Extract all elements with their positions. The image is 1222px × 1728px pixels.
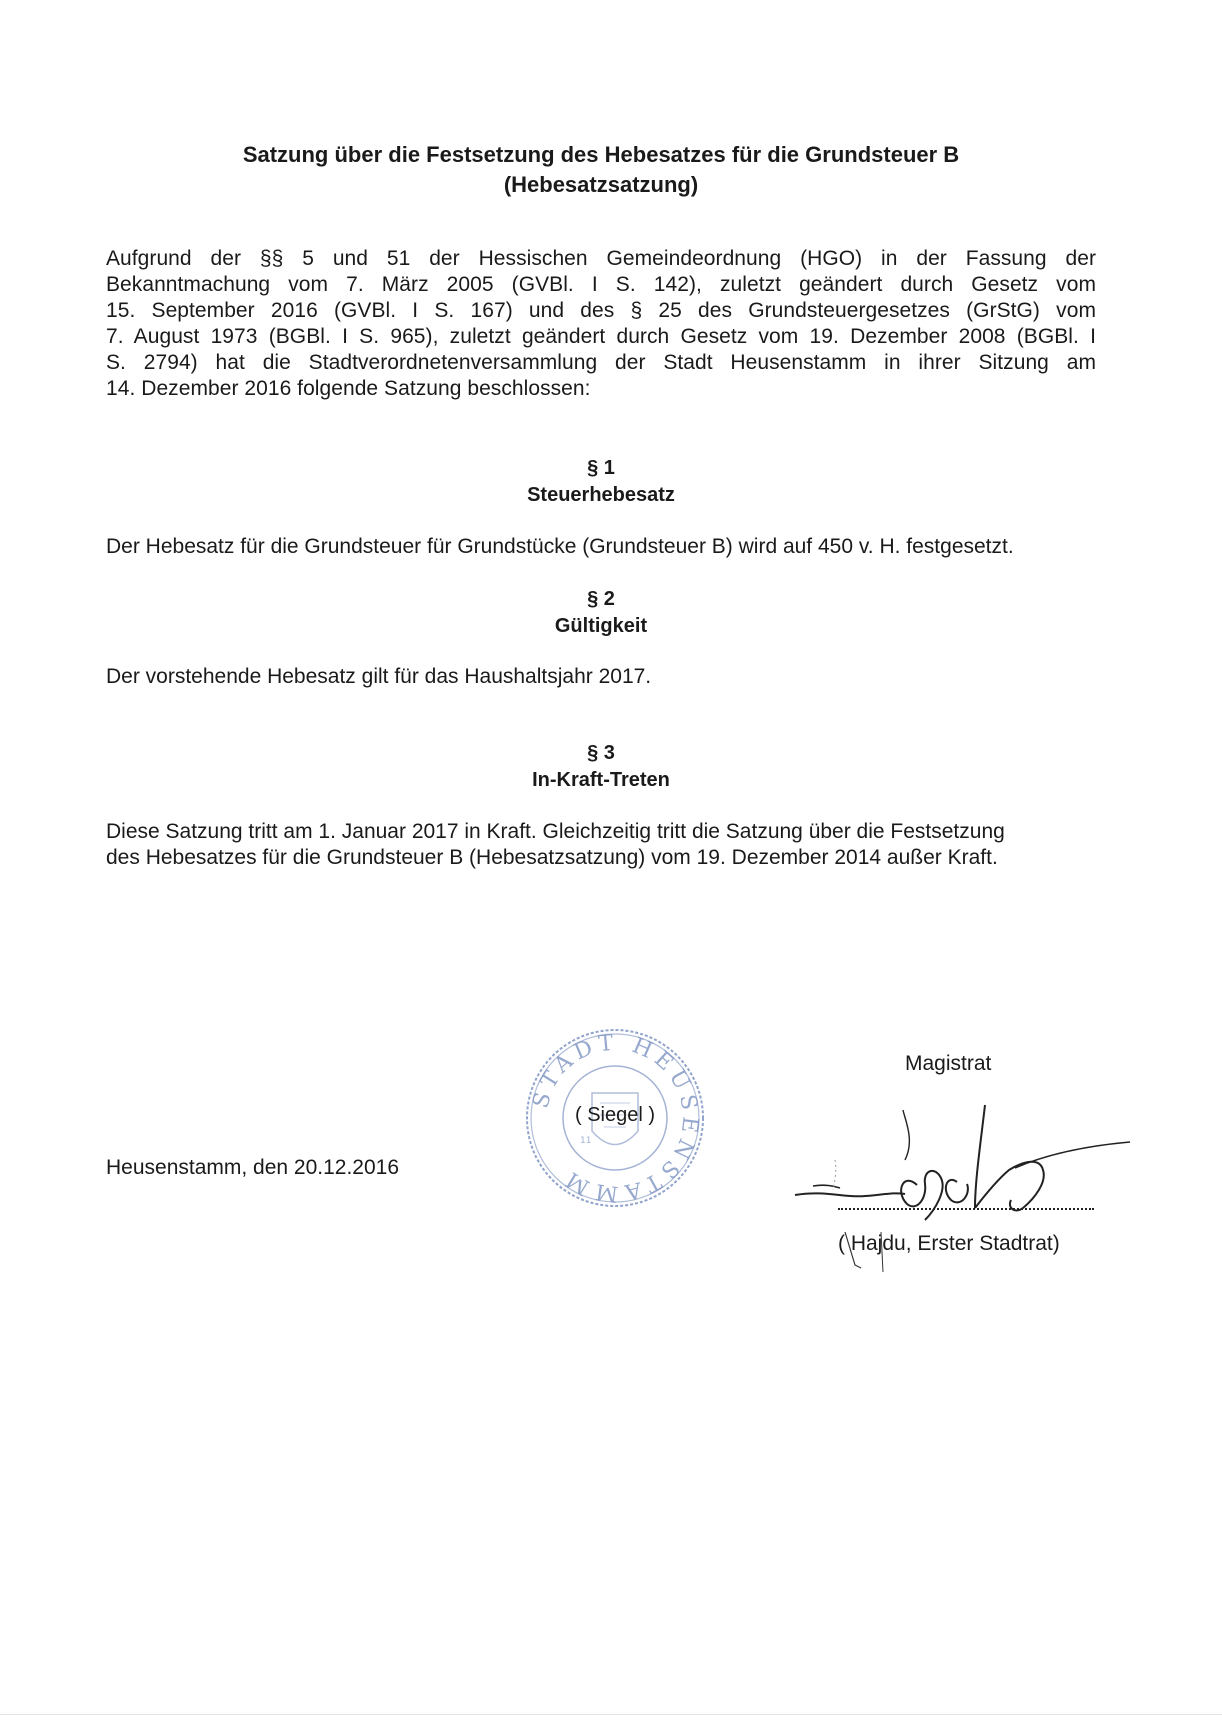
preamble-line: Bekanntmachung vom 7. März 2005 (GVBl. I S. 142), zuletzt geändert durch Gesetz vom	[106, 273, 1096, 296]
preamble-paragraph	[106, 246, 1096, 402]
seal-ring-text: STADT HEUSENSTAMM	[528, 1030, 703, 1207]
preamble-line: 7. August 1973 (BGBl. I S. 965), zuletzt geändert durch Gesetz vom 19. Dezember 2008 (BGBl. I	[106, 325, 1096, 348]
city-seal-stamp	[520, 1023, 710, 1213]
section-1-body	[106, 534, 1106, 560]
title-line-2: (Hebesatzsatzung)	[503, 172, 699, 197]
document-title	[106, 140, 1096, 200]
section-title: In-Kraft-Treten	[532, 769, 670, 791]
section-text-line: Der vorstehende Hebesatz gilt für das Haushaltsjahr 2017.	[106, 665, 652, 688]
preamble-line: 14. Dezember 2016 folgende Satzung beschlossen:	[106, 377, 591, 400]
place-and-date: Heusenstamm, den 20.12.2016	[106, 1156, 400, 1179]
section-2-body	[106, 664, 1106, 690]
section-number: § 3	[587, 742, 615, 764]
title-line-1: Satzung über die Festsetzung des Hebesatzes für die Grundsteuer B	[242, 142, 960, 167]
preamble-line: S. 2794) hat die Stadtverordnetenversammlung der Stadt Heusenstamm in ihrer Sitzung am	[106, 351, 1096, 374]
section-1-heading	[106, 455, 1096, 509]
section-3-body	[106, 819, 1106, 871]
signature-line	[838, 1208, 1094, 1210]
seal-label: ( Siegel )	[574, 1104, 656, 1126]
section-number: § 2	[587, 588, 615, 610]
section-text-line: Der Hebesatz für die Grundsteuer für Grundstücke (Grundsteuer B) wird auf 450 v. H. festgesetzt.	[106, 535, 1014, 558]
section-number: § 1	[587, 457, 615, 479]
section-text-line: Diese Satzung tritt am 1. Januar 2017 in Kraft. Gleichzeitig tritt die Satzung über die Festsetzung	[106, 820, 1005, 843]
section-3-heading	[106, 740, 1096, 794]
preamble-line: Aufgrund der §§ 5 und 51 der Hessischen Gemeindeordnung (HGO) in der Fassung der	[106, 247, 1096, 270]
section-title: Steuerhebesatz	[527, 484, 675, 506]
issuing-authority: Magistrat	[905, 1052, 992, 1075]
svg-text:11: 11	[580, 1136, 592, 1146]
signer-name: ( Hajdu, Erster Stadtrat)	[838, 1232, 1060, 1255]
handwritten-signature	[785, 1100, 1135, 1300]
section-text-line: des Hebesatzes für die Grundsteuer B (Hebesatzsatzung) vom 19. Dezember 2014 außer Kraft.	[106, 846, 998, 869]
section-2-heading	[106, 586, 1096, 640]
section-title: Gültigkeit	[554, 615, 648, 637]
preamble-line: 15. September 2016 (GVBl. I S. 167) und des § 25 des Grundsteuergesetzes (GrStG) vom	[106, 299, 1096, 322]
scan-edge-line	[0, 1714, 1222, 1715]
